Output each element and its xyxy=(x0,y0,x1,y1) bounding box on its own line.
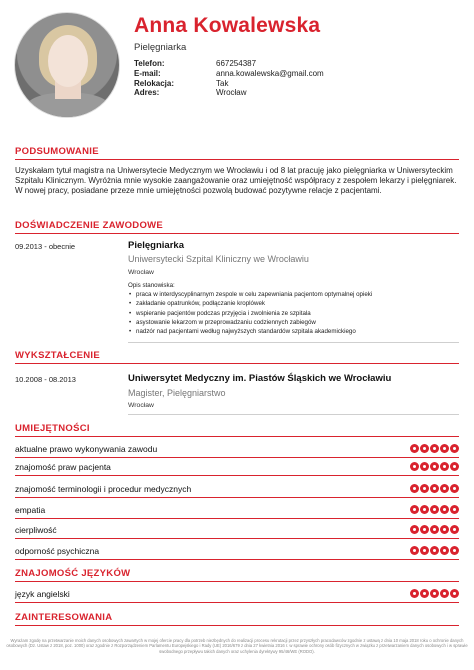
language-row xyxy=(15,587,459,601)
skill-rating xyxy=(410,546,459,555)
skill-name: aktualne prawo wykonywania zawodu xyxy=(15,444,158,454)
date-to: obecnie xyxy=(48,242,76,251)
skill-row xyxy=(15,523,459,537)
date-separator: - xyxy=(44,375,47,384)
section-rule xyxy=(15,159,459,160)
list-item: • wspieranie pacjentów podczas przyjęcia i zwolnienia ze szpitala xyxy=(136,309,372,318)
skill-row xyxy=(15,503,459,517)
skill-rating xyxy=(410,444,459,453)
skill-rating xyxy=(410,525,459,534)
list-item: • nadzór nad pacjentami według najwyższych standardów szpitala akademickiego xyxy=(136,327,372,336)
section-title-summary: PODSUMOWANIE xyxy=(15,146,99,157)
contact-label: Relokacja: xyxy=(134,78,175,88)
section-rule xyxy=(15,363,459,364)
profile-photo xyxy=(14,12,120,118)
gdpr-consent-clause: Wyrażam zgodę na przetwarzanie moich danych osobowych zawartych w mojej ofercie pracy dla potrzeb niezbędnych do realizacji procesu rekrutacji przez przyszłych pracodawców zgodnie z ustawą z dnia 10 maja 2018 roku o ochronie danych osobowych (Dz. Ustaw z 2018, poz. 1000) oraz zgodnie z Rozporządzeniem Parlamentu Europejskiego i Rady (UE) 2016/679 z dnia 27 kwietnia 2016 r. w sprawie ochrony osób fizycznych w związku z przetwarzaniem danych osobowych i w sprawie swobodnego przepływu takich danych oraz uchylenia dyrektywy 95/46/WE (RODO). xyxy=(6,638,468,654)
relocation-value: Tak xyxy=(216,78,229,88)
skill-name: znajomość praw pacjenta xyxy=(15,462,111,472)
skill-row xyxy=(15,460,459,474)
section-title-education: WYKSZTAŁCENIE xyxy=(15,350,100,361)
section-title-skills: UMIEJĘTNOŚCI xyxy=(15,423,90,434)
date-separator: - xyxy=(44,242,47,251)
school-city: Wrocław xyxy=(128,402,154,409)
section-rule xyxy=(15,581,459,582)
skill-rating xyxy=(410,484,459,493)
contact-label: E-mail: xyxy=(134,68,161,78)
job-position: Pielęgniarka xyxy=(128,240,184,251)
school-name: Uniwersytet Medyczny im. Piastów Śląskich we Wrocławiu xyxy=(128,373,392,384)
list-item: • praca w interdyscyplinarnym zespole w celu zapewniania pacjentom optymalnej opieki xyxy=(136,290,372,299)
contact-row-relocation xyxy=(134,79,324,89)
list-item: • asystowanie lekarzom w przeprowadzaniu codziennych zabiegów xyxy=(136,318,372,327)
duties-list xyxy=(128,290,372,336)
section-rule xyxy=(15,233,459,234)
experience-dates xyxy=(15,242,75,251)
skill-name: odporność psychiczna xyxy=(15,546,100,556)
email-value: anna.kowalewska@gmail.com xyxy=(216,68,324,78)
date-from: 09.2013 xyxy=(15,242,43,251)
language-name: język angielski xyxy=(15,589,70,599)
list-item: • zakładanie opatrunków, podłączanie kroplówek xyxy=(136,299,372,308)
section-rule xyxy=(15,436,459,437)
section-title-languages: ZNAJOMOŚĆ JĘZYKÓW xyxy=(15,568,131,579)
skill-name: znajomość terminologii i procedur medycznych xyxy=(15,484,192,494)
contact-row-email xyxy=(134,69,324,79)
contact-row-address xyxy=(134,88,324,98)
skill-name: empatia xyxy=(15,505,46,515)
date-to: 08.2013 xyxy=(48,375,76,384)
entry-divider xyxy=(128,342,459,343)
cv-header xyxy=(0,0,474,128)
skill-row xyxy=(15,544,459,558)
skill-rating xyxy=(410,505,459,514)
degree: Magister, Pielęgniarstwo xyxy=(128,388,226,398)
contact-row-phone xyxy=(134,59,324,69)
job-duties xyxy=(128,281,372,336)
date-from: 10.2008 xyxy=(15,375,43,384)
duties-label: Opis stanowiska: xyxy=(128,282,175,289)
skill-row xyxy=(15,482,459,496)
contact-label: Adres: xyxy=(134,88,160,98)
language-rating xyxy=(410,589,459,598)
skill-rating xyxy=(410,462,459,471)
employer-city: Wrocław xyxy=(128,269,154,276)
candidate-title: Pielęgniarka xyxy=(134,42,187,53)
entry-divider xyxy=(128,414,459,415)
education-dates xyxy=(15,375,76,384)
section-title-experience: DOŚWIADCZENIE ZAWODOWE xyxy=(15,220,164,231)
contact-label: Telefon: xyxy=(134,59,165,68)
skill-name: cierpliwość xyxy=(15,525,57,535)
section-title-interests: ZAINTERESOWANIA xyxy=(15,612,113,623)
summary-text: Uzyskałam tytuł magistra na Uniwersytecie Medycznym we Wrocławiu i od 8 lat pracuję jako pielęgniarka w Uniwersyteckim Szpitalu Klinicznym. Wyróżnia mnie wysokie zaangażowanie oraz umiejętność współpracy z zespołem lekarzy i pielęgniarek. W nowej pracy, posiadane przeze mnie umiejętności pozwolą budować pozytywne relacje z pacjentami. xyxy=(15,166,457,196)
phone-value: 667254387 xyxy=(216,59,257,68)
skill-row xyxy=(15,442,459,456)
candidate-name: Anna Kowalewska xyxy=(134,14,321,37)
address-value: Wrocław xyxy=(216,88,247,98)
employer-name: Uniwersytecki Szpital Kliniczny we Wrocławiu xyxy=(128,254,309,264)
section-rule xyxy=(15,625,459,626)
contact-details xyxy=(134,59,324,98)
